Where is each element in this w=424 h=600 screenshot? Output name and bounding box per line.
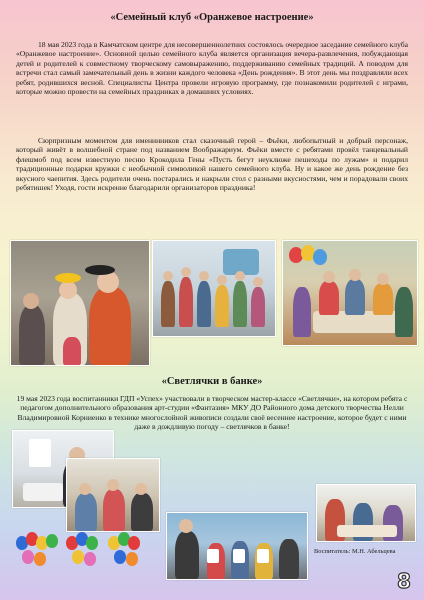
photo-fyoki-character [10,240,150,366]
page-number: 8 [397,569,411,593]
balloons-decoration [12,530,152,580]
photo-tea-party [282,240,418,346]
photo-painting-children-table [66,458,160,532]
paragraph-fireflies: 19 мая 2023 года воспитанники ГДП «Успех» участвовали в творческом мастер-классе «Светлячки», на котором ребята с педагогом дополнительного образования арт-студии «Фантазия» МКУ ДО Районного дома детского творчества Нелли Владимировной Корниенко в технике многослойной живописи создали своё весеннее настроение, которое будет с ними даже в дождливую погоду – светлячков в банке! [16,394,408,432]
photo-painting-class-right [316,484,416,542]
teacher-credit: Воспитатель: М.Н. Абельцева [314,548,396,555]
paragraph-family-club-intro: 18 мая 2023 года в Камчатском центре для несовершеннолетних состоялось очередное заседание семейного клуба «Оранжевое настроение». Основной целью семейного клуба является организация вечера-развлечения, побуждающая детей и родителей к совместному творческому самовыражению, поддерживанию семейных традиций. А поводом для встречи стал самый замечательный день в жизни каждого человека «День рождения». В этот день мы поздравляли всех ребят, родившихся весной. Специалисты Центра провели игровую программу, где познакомили родителей с играми, которые можно провести на семейных праздниках в домашних условиях. [16,40,408,97]
photo-group-with-paintings [166,512,308,580]
section-title-fireflies: «Светлячки в банке» [161,376,263,387]
section-title-family-club: «Семейный клуб «Оранжевое настроение» [110,12,314,23]
photo-dance-flashmob [152,240,276,337]
paragraph-family-club-surprise: Сюрпризным моментом для именинников стал сказочный герой – Фьёки, любопытный и добрый персонаж, который живёт в волшебной стране под названием Воображариум. Фьёки вместе с ребятами провёл танцевальный флешмоб под всем известную песню Крокодила Гены «Пусть бегут неуклюже пешеходы по лужам» и подарил традиционные подарки кружки с необычной символикой нашего семейного клуба. Ну и какое же день рождение без вкусного чаепития. Здесь родители очень постарались и накрыли стол с разными вкусностями, чем и порадовали своих ребятишек! Уходя, гости искренне благодарили организаторов праздника! [16,136,408,193]
